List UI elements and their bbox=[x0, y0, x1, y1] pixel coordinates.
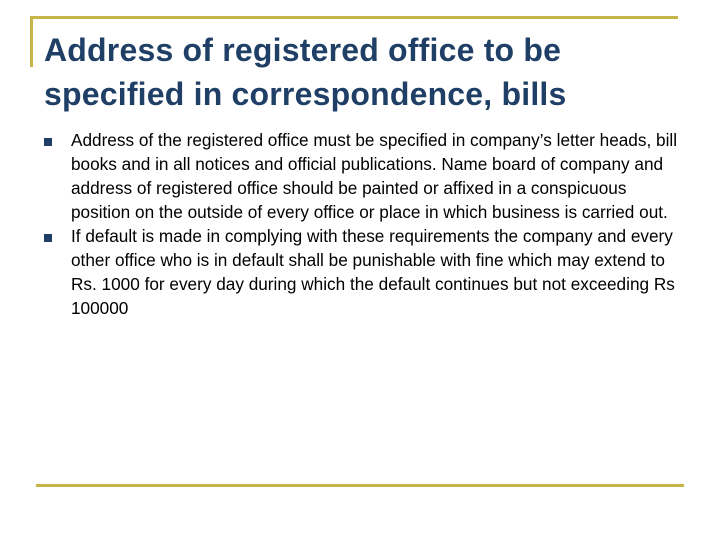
bullet-item bbox=[44, 224, 684, 320]
slide-title: Address of registered office to be specified in correspondence, bills bbox=[44, 32, 567, 112]
bottom-decorative-rule bbox=[36, 484, 684, 487]
bullet-text: Address of the registered office must be specified in company’s letter heads, bill books and in all notices and official publications. Name board of company and address of registered office should be painted or affixed in a conspicuous position on the outside of every office or place in which business is carried out. bbox=[71, 130, 678, 222]
square-bullet-icon bbox=[44, 138, 52, 146]
top-decorative-rule bbox=[30, 16, 678, 19]
bullet-text: If default is made in complying with these requirements the company and every other office who is in default shall be punishable with fine which may extend to Rs. 1000 for every day during which the default continues but not exceeding Rs 100000 bbox=[71, 226, 675, 318]
square-bullet-icon bbox=[44, 234, 52, 242]
bullet-item bbox=[44, 128, 684, 224]
left-decorative-rule bbox=[30, 16, 33, 67]
bullet-list bbox=[44, 128, 684, 320]
